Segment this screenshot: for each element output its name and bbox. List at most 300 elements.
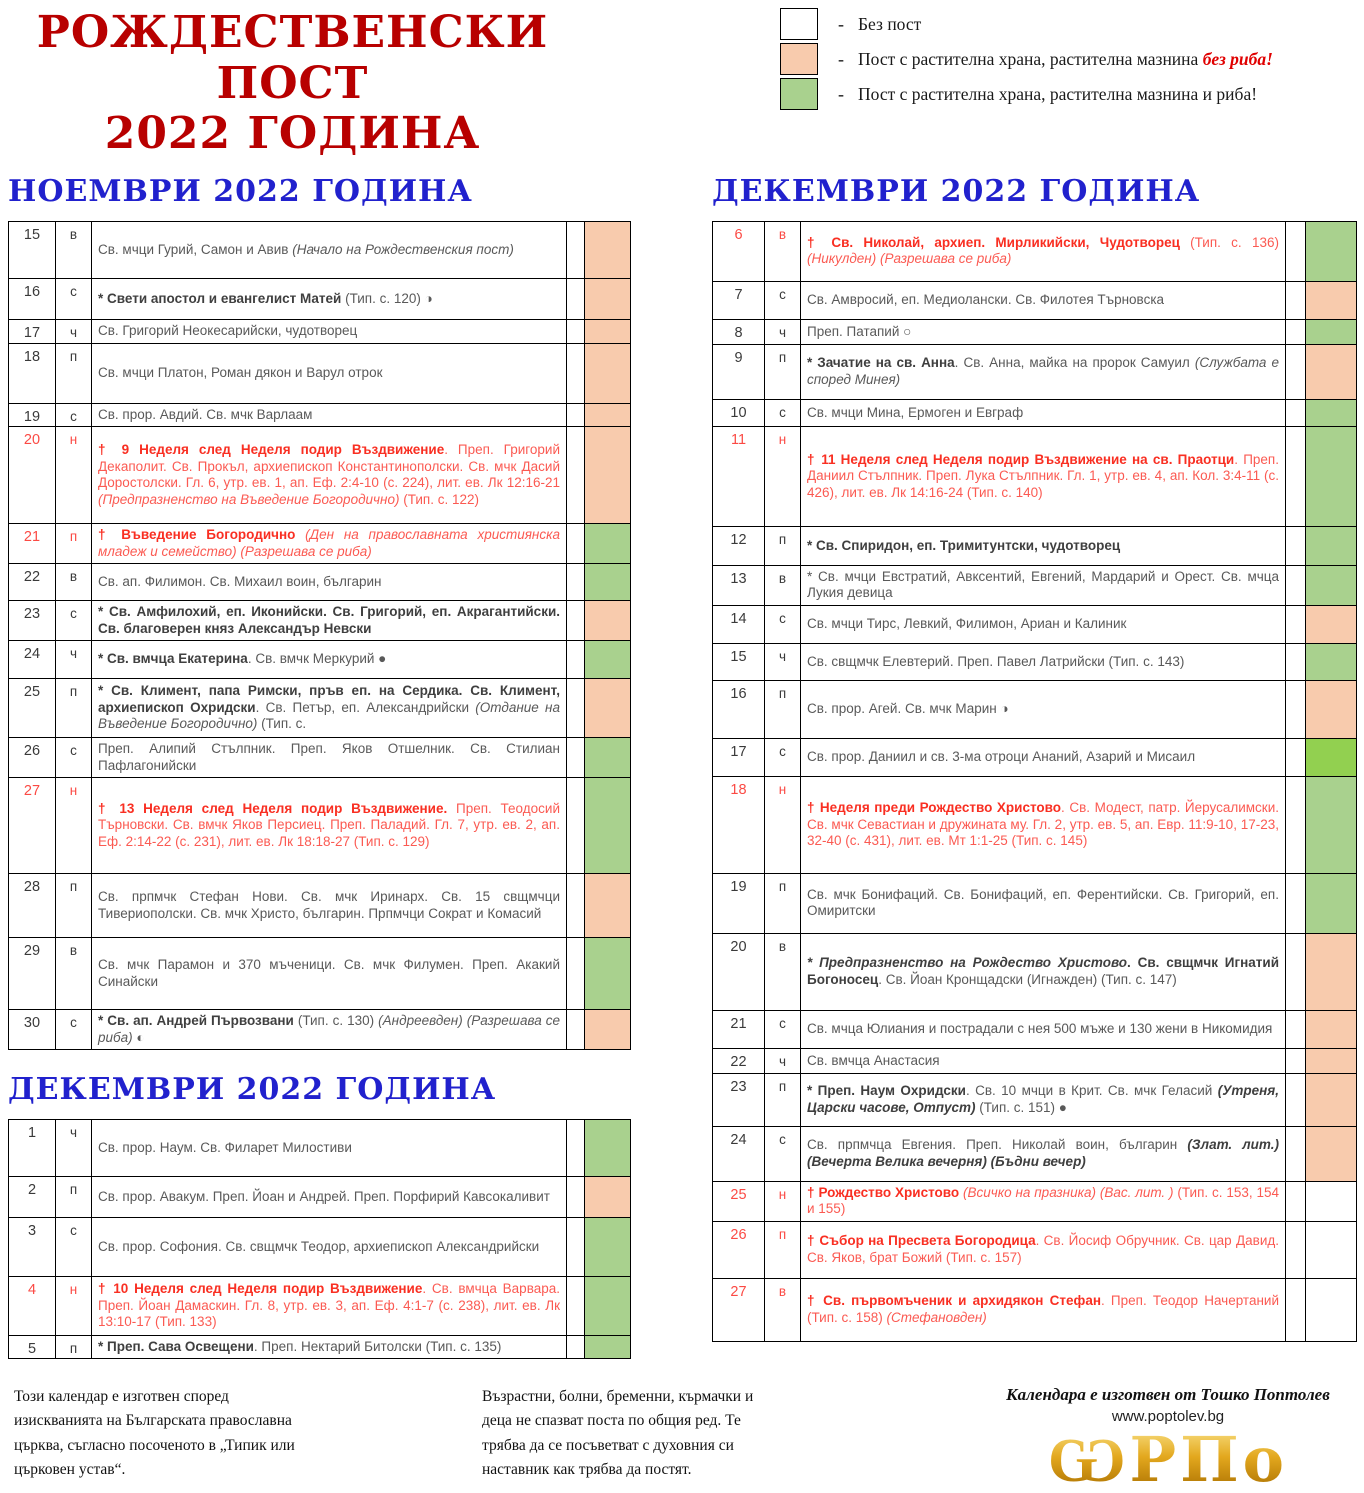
legend-label <box>858 49 1273 70</box>
fast-color-cell-no_fish <box>1306 281 1357 319</box>
author-credit: Календара е изготвен от Тошко Поптолев <box>1006 1385 1330 1405</box>
text-segment: (Предпразненство на Въведение Богородично) <box>98 491 400 507</box>
fast-color-cell-fish <box>1306 426 1357 526</box>
text-segment: Св. мчк Бонифаций. Св. Бонифаций, еп. Ферентийски. Св. Григорий, еп. Омиритски <box>807 886 1279 919</box>
calendar-row-november-18 <box>9 343 631 403</box>
text-segment: . Преп. Теодор Начертаний (Тип. с. 158) <box>807 1293 1279 1325</box>
feast-text-cell <box>801 605 1286 643</box>
spacer-cell <box>567 738 585 778</box>
date-cell: 26 <box>713 1221 765 1278</box>
calendar-row-december_right-22 <box>713 1048 1357 1073</box>
calendar-row-december_right-11 <box>713 426 1357 526</box>
fast-color-cell-no_fish <box>585 679 631 738</box>
december-table-part2 <box>712 221 1357 1342</box>
text-segment: Св. мчк Парамон и 370 мъченици. Св. мчк Филумен. Преп. Акакий Синайски <box>98 957 560 989</box>
weekday-cell: в <box>765 933 801 1010</box>
text-segment: (Тип. с. 136) <box>1179 234 1279 250</box>
feast-text-cell <box>92 1120 567 1177</box>
date-cell: 23 <box>713 1073 765 1126</box>
fast-color-cell-no_fish <box>585 343 631 403</box>
date-cell: 22 <box>9 564 56 601</box>
calendar-row-december_right-10 <box>713 399 1357 426</box>
weekday-cell: с <box>56 601 92 641</box>
text-segment: . <box>1127 955 1138 971</box>
feast-text-cell <box>801 221 1286 281</box>
spacer-cell <box>1286 1048 1306 1073</box>
november-table <box>8 221 631 1050</box>
feast-text-cell <box>801 1073 1286 1126</box>
weekday-cell: с <box>56 1218 92 1277</box>
weekday-cell: с <box>56 1010 92 1050</box>
fast-color-cell-no_fish <box>585 221 631 278</box>
feast-text-cell <box>92 874 567 938</box>
feast-text-cell <box>801 1278 1286 1341</box>
calendar-row-november-30 <box>9 1010 631 1050</box>
calendar-row-december_right-21 <box>713 1010 1357 1048</box>
calendar-row-december_left-3 <box>9 1218 631 1277</box>
text-segment: (Ден на православната християнска младеж и семейство) (Разрешава се риба) <box>98 527 560 559</box>
weekday-cell: ч <box>56 641 92 679</box>
text-segment: (Тип. с. 120) ◑ <box>341 290 433 306</box>
date-cell: 27 <box>713 1278 765 1341</box>
section-heading-december-left: ДЕКЕМВРИ 2022 ГОДИНА <box>8 1072 497 1107</box>
feast-text-cell <box>801 399 1286 426</box>
date-cell: 21 <box>713 1010 765 1048</box>
calendar-row-november-15 <box>9 221 631 278</box>
spacer-cell <box>1286 776 1306 873</box>
date-cell: 10 <box>713 399 765 426</box>
spacer-cell <box>1286 643 1306 680</box>
text-segment: Св. ап. Филимон. Св. Михаил воин, българин <box>98 573 382 589</box>
date-cell: 7 <box>713 281 765 319</box>
fast-color-cell-no_fish <box>585 403 631 426</box>
weekday-cell: н <box>56 427 92 524</box>
date-cell: 11 <box>713 426 765 526</box>
feast-text-cell <box>801 1181 1286 1221</box>
spacer-cell <box>1286 1126 1306 1181</box>
weekday-cell: п <box>56 679 92 738</box>
text-segment: (Никулден) (Разрешава се риба) <box>807 251 1012 267</box>
fast-color-cell-fish <box>1306 319 1357 344</box>
calendar-row-december_right-14 <box>713 605 1357 643</box>
spacer-cell <box>1286 565 1306 605</box>
fast-color-cell-no_fish <box>585 1177 631 1218</box>
legend-swatch-no-fast <box>780 8 818 40</box>
date-cell: 15 <box>9 221 56 278</box>
calendar-row-december_right-23 <box>713 1073 1357 1126</box>
weekday-cell: в <box>56 938 92 1010</box>
calendar-row-december_right-20 <box>713 933 1357 1010</box>
legend-swatch-fast-with-fish <box>780 78 818 110</box>
weekday-cell: с <box>56 278 92 319</box>
feast-text-cell <box>92 1336 567 1359</box>
weekday-cell: ч <box>765 1048 801 1073</box>
text-segment: † Св. Николай, архиеп. Мирликийски, Чудотворец <box>807 234 1180 250</box>
text-segment: † 11 Неделя след Неделя подир Въздвижение на св. Праотци <box>807 451 1235 467</box>
spacer-cell <box>1286 344 1306 399</box>
spacer-cell <box>567 564 585 601</box>
feast-text-cell <box>92 524 567 564</box>
calendar-row-december_right-24 <box>713 1126 1357 1181</box>
text-segment: Св. прор. Даниил и св. 3-ма отроци Ананий, Азарий и Мисаил <box>807 749 1196 765</box>
date-cell: 18 <box>9 343 56 403</box>
calendar-row-december_right-19 <box>713 873 1357 933</box>
spacer-cell <box>1286 873 1306 933</box>
legend-label-part: без риба! <box>1202 48 1273 69</box>
feast-text-cell <box>801 738 1286 776</box>
spacer-cell <box>1286 319 1306 344</box>
text-segment: * Св. мчци Евстратий, Авксентий, Евгений, Мардарий и Орест. Св. мчца Лукия девица <box>807 568 1279 601</box>
weekday-cell: п <box>56 1336 92 1359</box>
fast-color-cell-fish <box>585 738 631 778</box>
fast-color-cell-fish <box>1306 526 1357 565</box>
weekday-cell: с <box>765 399 801 426</box>
text-segment: Св. мчци Платон, Роман дякон и Варул отрок <box>98 365 383 381</box>
fast-color-cell-no_fish <box>1306 1010 1357 1048</box>
weekday-cell: в <box>765 565 801 605</box>
calendar-row-december_right-7 <box>713 281 1357 319</box>
fast-color-cell-none <box>1306 1221 1357 1278</box>
fast-color-cell-fish <box>585 524 631 564</box>
date-cell: 19 <box>713 873 765 933</box>
calendar-row-december_left-5 <box>9 1336 631 1359</box>
right-column <box>712 170 1356 1342</box>
feast-text-cell <box>801 344 1286 399</box>
fast-color-cell-no_fish <box>585 874 631 938</box>
weekday-cell: с <box>765 1126 801 1181</box>
feast-text-cell <box>92 564 567 601</box>
text-segment: * Преп. Сава Освещени <box>98 1339 254 1354</box>
left-column <box>8 170 630 1360</box>
text-segment: Св. мчци Тирс, Левкий, Филимон, Ариан и Калиник <box>807 616 1127 632</box>
text-segment: † 10 Неделя след Неделя подир Въздвижение <box>98 1281 423 1297</box>
date-cell: 6 <box>713 221 765 281</box>
feast-text-cell <box>92 679 567 738</box>
text-segment: (Тип. с. 151) ● <box>975 1099 1067 1115</box>
spacer-cell <box>567 679 585 738</box>
fast-color-cell-fish <box>1306 776 1357 873</box>
text-segment: † Св. първомъченик и архидякон Стефан <box>807 1293 1101 1309</box>
spacer-cell <box>1286 1221 1306 1278</box>
footer-note-church: Този календар е изготвен според изискванията на Българската православна църква, съгласно посоченото в „Типик или църковен устав“. <box>14 1388 295 1478</box>
text-segment: † Събор на Пресвета Богородица <box>807 1233 1036 1249</box>
fast-color-cell-no_fish <box>1306 680 1357 738</box>
fast-color-cell-fish <box>585 564 631 601</box>
weekday-cell: с <box>765 738 801 776</box>
spacer-cell <box>567 1277 585 1336</box>
text-segment: * Св. вмчца Екатерина <box>98 651 248 667</box>
text-segment: * Св. Спиридон, еп. Тримитунтски, чудотворец <box>807 537 1121 553</box>
fast-color-cell-fish <box>585 778 631 874</box>
text-segment: Св. прор. Авдий. Св. мчк Варлаам <box>98 406 313 422</box>
spacer-cell <box>567 1336 585 1359</box>
calendar-row-december_left-1 <box>9 1120 631 1177</box>
date-cell: 4 <box>9 1277 56 1336</box>
spacer-cell <box>567 641 585 679</box>
weekday-cell: п <box>56 343 92 403</box>
text-segment: † Рождество Христово <box>807 1184 963 1200</box>
fast-color-cell-fish <box>585 1336 631 1359</box>
spacer-cell <box>1286 221 1306 281</box>
fast-color-cell-no_fish <box>585 278 631 319</box>
fast-color-cell-fish <box>585 938 631 1010</box>
weekday-cell: ч <box>765 643 801 680</box>
calendar-row-november-27 <box>9 778 631 874</box>
weekday-cell: в <box>765 221 801 281</box>
spacer-cell <box>567 601 585 641</box>
spacer-cell <box>1286 1278 1306 1341</box>
feast-text-cell <box>801 565 1286 605</box>
legend-label-part: Пост с растителна храна, растителна мазнина <box>858 48 1203 69</box>
date-cell: 21 <box>9 524 56 564</box>
calendar-row-november-28 <box>9 874 631 938</box>
spacer-cell <box>567 874 585 938</box>
weekday-cell: п <box>765 526 801 565</box>
feast-text-cell <box>92 319 567 343</box>
text-segment: . Св. вмчк Меркурий ● <box>247 651 387 667</box>
legend-swatch-fast-no-fish <box>780 43 818 75</box>
spacer-cell <box>1286 680 1306 738</box>
feast-text-cell <box>801 1126 1286 1181</box>
text-segment: . Св. 10 мчци в Крит. Св. мчк Геласий <box>965 1083 1218 1099</box>
legend-item-no-fast <box>780 8 1273 40</box>
date-cell: 23 <box>9 601 56 641</box>
calendar-row-december_right-6 <box>713 221 1357 281</box>
feast-text-cell <box>92 427 567 524</box>
text-segment: Св. прор. Софония. Св. свщмчк Теодор, архиепископ Александрийски <box>98 1238 540 1254</box>
weekday-cell: н <box>765 426 801 526</box>
text-segment: Св. свщмчк Елевтерий. Преп. Павел Латрийски (Тип. с. 143) <box>807 653 1185 669</box>
website-text: www.poptolev.bg <box>1111 1408 1225 1426</box>
poptolev-logo-monogram: ѠРПо <box>998 1427 1338 1492</box>
weekday-cell: п <box>765 1073 801 1126</box>
date-cell: 25 <box>713 1181 765 1221</box>
feast-text-cell <box>801 776 1286 873</box>
text-segment: Преп. Теодосий Търновски. Св. вмчк Яков Персиец. Преп. Паладий. Гл. 7, утр. ев. 2, ап. Еф. 2:14-22 (с. 231), лит. ев. Лк 18:18-27 (Тип. с. 129) <box>98 800 560 849</box>
calendar-row-november-21 <box>9 524 631 564</box>
spacer-cell <box>1286 1073 1306 1126</box>
date-cell: 24 <box>713 1126 765 1181</box>
date-cell: 22 <box>713 1048 765 1073</box>
spacer-cell <box>1286 738 1306 776</box>
calendar-row-december_right-25 <box>713 1181 1357 1221</box>
text-segment: † Въведение Богородично <box>98 527 306 543</box>
feast-text-cell <box>92 1218 567 1277</box>
date-cell: 17 <box>9 319 56 343</box>
text-segment: . Св. Йоан Кронщадски (Игнажден) (Тип. с. 147) <box>878 971 1177 987</box>
fast-color-cell-fish <box>1306 565 1357 605</box>
calendar-row-december_right-13 <box>713 565 1357 605</box>
calendar-row-december_left-2 <box>9 1177 631 1218</box>
fast-color-cell-fish <box>585 1120 631 1177</box>
date-cell: 1 <box>9 1120 56 1177</box>
fast-color-cell-no_fish <box>1306 1073 1357 1126</box>
text-segment: Св. мчци Мина, Ермоген и Евграф <box>807 404 1024 420</box>
legend-separator: - <box>838 48 844 69</box>
text-segment: (Службата е според Минея) <box>807 355 1280 387</box>
calendar-row-november-19 <box>9 403 631 426</box>
text-segment: * Зачатие на св. Анна <box>807 355 955 371</box>
fast-color-cell-no_fish <box>585 427 631 524</box>
date-cell: 16 <box>713 680 765 738</box>
legend-separator: - <box>838 83 844 104</box>
weekday-cell: п <box>56 874 92 938</box>
legend-separator: - <box>838 13 844 34</box>
text-segment: . Св. Петър, еп. Александрийски <box>255 699 476 715</box>
fast-color-cell-fish <box>1306 399 1357 426</box>
date-cell: 5 <box>9 1336 56 1359</box>
weekday-cell: с <box>56 738 92 778</box>
feast-text-cell <box>801 1221 1286 1278</box>
spacer-cell <box>1286 1181 1306 1221</box>
weekday-cell: н <box>765 1181 801 1221</box>
calendar-row-december_right-18 <box>713 776 1357 873</box>
text-segment: Преп. Патапий ○ <box>807 323 912 339</box>
text-segment: (Отдание на Въведение Богородично) <box>98 699 560 732</box>
calendar-row-december_left-4 <box>9 1277 631 1336</box>
text-segment: Св. вмчца Анастасия <box>807 1052 940 1068</box>
fast-color-cell-none <box>1306 1181 1357 1221</box>
fast-color-cell-fish <box>1306 873 1357 933</box>
fast-color-cell-no_fish <box>585 319 631 343</box>
text-segment: Св. прор. Агей. Св. мчк Марин ◑ <box>807 701 1009 717</box>
calendar-row-november-25 <box>9 679 631 738</box>
spacer-cell <box>567 403 585 426</box>
date-cell: 25 <box>9 679 56 738</box>
fast-color-cell-fish <box>585 1218 631 1277</box>
date-cell: 2 <box>9 1177 56 1218</box>
fast-color-cell-no_fish <box>585 1010 631 1050</box>
weekday-cell: с <box>765 281 801 319</box>
calendar-row-november-20 <box>9 427 631 524</box>
feast-text-cell <box>92 403 567 426</box>
date-cell: 27 <box>9 778 56 874</box>
calendar-row-december_right-15 <box>713 643 1357 680</box>
feast-text-cell <box>92 641 567 679</box>
text-segment: * Преп. Наум Охридски <box>807 1083 966 1099</box>
fast-color-cell-no_fish <box>1306 1048 1357 1073</box>
date-cell: 17 <box>713 738 765 776</box>
fast-color-cell-no_fish <box>1306 344 1357 399</box>
fast-color-cell-no_fish <box>1306 605 1357 643</box>
text-segment: . Св. Анна, майка на пророк Самуил <box>954 355 1195 371</box>
feast-text-cell <box>92 601 567 641</box>
footer <box>0 1385 1364 1492</box>
page-title-line1: РОЖДЕСТВЕНСКИ ПОСТ <box>36 7 549 109</box>
weekday-cell: п <box>56 524 92 564</box>
feast-text-cell <box>801 933 1286 1010</box>
date-cell: 24 <box>9 641 56 679</box>
december-table-part1 <box>8 1119 631 1359</box>
feast-text-cell <box>801 1010 1286 1048</box>
weekday-cell: п <box>765 873 801 933</box>
calendar-row-november-16 <box>9 278 631 319</box>
calendar-row-december_right-26 <box>713 1221 1357 1278</box>
weekday-cell: в <box>56 221 92 278</box>
weekday-cell: п <box>765 680 801 738</box>
feast-text-cell <box>92 221 567 278</box>
weekday-cell: п <box>56 1177 92 1218</box>
legend-item-fast-no-fish <box>780 43 1273 75</box>
feast-text-cell <box>801 873 1286 933</box>
text-segment: (Тип. с. 122) <box>399 491 479 507</box>
text-segment: ◐ <box>132 1029 145 1045</box>
spacer-cell <box>567 343 585 403</box>
text-segment: (Злат. лит.) (Вечерта Велика вечерня) (Бъдни вечер) <box>807 1137 1279 1169</box>
date-cell: 26 <box>9 738 56 778</box>
text-segment: . Преп. Нектарий Битолски (Тип. с. 135) <box>253 1339 502 1354</box>
text-segment: (Начало на Рождественския пост) <box>292 241 514 257</box>
calendar-row-november-29 <box>9 938 631 1010</box>
text-segment: (Тип. с. 153, 154 и 155) <box>807 1184 1279 1217</box>
feast-text-cell <box>801 1048 1286 1073</box>
fast-color-cell-fish_bright <box>1306 738 1357 776</box>
calendar-row-december_right-27 <box>713 1278 1357 1341</box>
footer-credits <box>998 1385 1338 1492</box>
calendar-row-november-24 <box>9 641 631 679</box>
spacer-cell <box>1286 933 1306 1010</box>
spacer-cell <box>567 524 585 564</box>
text-segment: Св. прпмчца Евгения. Преп. Николай воин, българин <box>807 1137 1188 1153</box>
weekday-cell: н <box>56 778 92 874</box>
text-segment: † 9 Неделя след Неделя подир Въздвижение <box>98 442 445 458</box>
spacer-cell <box>567 1218 585 1277</box>
section-heading-november: НОЕМВРИ 2022 ГОДИНА <box>8 173 473 209</box>
calendar-row-december_right-12 <box>713 526 1357 565</box>
spacer-cell <box>1286 281 1306 319</box>
date-cell: 20 <box>9 427 56 524</box>
date-cell: 16 <box>9 278 56 319</box>
spacer-cell <box>1286 426 1306 526</box>
text-segment: * Св. Климент, папа Римски, пръв еп. на Сердика. Св. Климент, архиепископ Охридски <box>98 683 560 715</box>
weekday-cell: с <box>765 1010 801 1048</box>
calendar-row-november-22 <box>9 564 631 601</box>
calendar-row-november-26 <box>9 738 631 778</box>
spacer-cell <box>567 938 585 1010</box>
feast-text-cell <box>92 1177 567 1218</box>
text-segment: * Св. ап. Андрей Първозвани <box>98 1013 294 1029</box>
date-cell: 29 <box>9 938 56 1010</box>
feast-text-cell <box>801 526 1286 565</box>
weekday-cell: в <box>56 564 92 601</box>
feast-text-cell <box>92 278 567 319</box>
spacer-cell <box>567 427 585 524</box>
text-segment: (Андреевден) (Разрешава се риба) <box>98 1013 560 1045</box>
feast-text-cell <box>801 426 1286 526</box>
feast-text-cell <box>801 680 1286 738</box>
calendar-row-december_right-9 <box>713 344 1357 399</box>
text-segment: † Неделя преди Рождество Христово <box>807 800 1062 816</box>
text-segment: * Св. Амфилохий, еп. Иконийски. Св. Григорий, еп. Акрагантийски. Св. благоверен княз Александър Невски <box>98 604 560 636</box>
date-cell: 20 <box>713 933 765 1010</box>
spacer-cell <box>567 221 585 278</box>
text-segment: . Св. Модест, патр. Йерусалимски. Св. мчк Севастиан и дружината му. Гл. 2, утр. ев. 5, ап. Евр. 11:9-10, 17-23, 32-40 (с. 431), лит. ев. Мт 1:1-25 (Тип. с. 145) <box>807 800 1279 849</box>
date-cell: 19 <box>9 403 56 426</box>
text-segment: . Св. Йосиф Обручник. Св. цар Давид. Св. Яков, брат Божий (Тип. с. 157) <box>807 1233 1280 1265</box>
date-cell: 28 <box>9 874 56 938</box>
calendar-row-december_right-17 <box>713 738 1357 776</box>
text-segment: . Преп. Даниил Стълпник. Преп. Лука Стълпник. Гл. 1, утр. ев. 4, ап. Кол. 3:4-11 (с. 426), лит. ев. Лк 14:16-24 (Тип. с. 140) <box>807 451 1279 500</box>
weekday-cell: с <box>56 403 92 426</box>
fast-color-cell-fish <box>1306 221 1357 281</box>
fasting-legend <box>780 8 1273 113</box>
weekday-cell: ч <box>765 319 801 344</box>
feast-text-cell <box>801 643 1286 680</box>
calendar-row-december_right-8 <box>713 319 1357 344</box>
date-cell: 13 <box>713 565 765 605</box>
legend-label <box>858 84 1257 105</box>
text-segment: Св. прпмчк Стефан Нови. Св. мчк Иринарх. Св. 15 свщмчци Тивериополски. Св. мчк Христо, българин. Прпмчци Сократ и Комасий <box>98 889 560 921</box>
